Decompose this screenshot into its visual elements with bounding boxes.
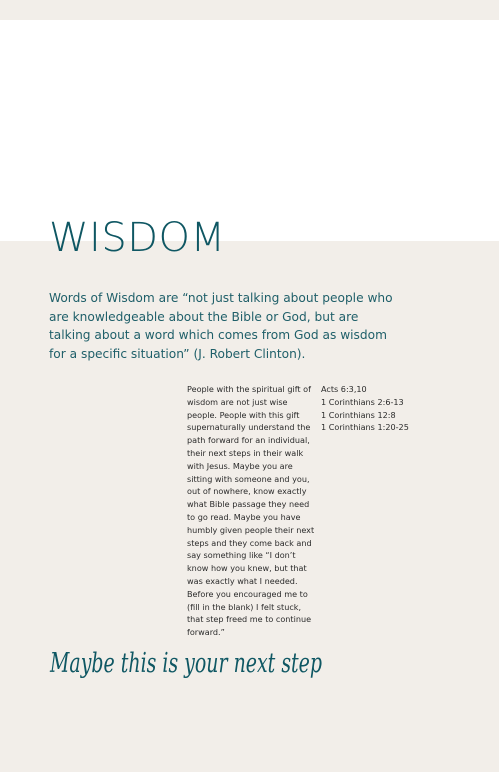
header-panel	[0, 20, 499, 241]
scripture-reference: Acts 6:3,10	[321, 384, 367, 394]
page-title: WISDOM	[49, 215, 226, 261]
body-paragraph: People with the spiritual gift of wisdom are not just wise people. People with this gift supernaturally understand the path forward for an individual, their next steps in their walk with Jesus. Maybe you are sitting with someone and you, out of nowhere, know exactly what Bible passage they need to go read. Maybe you have humbly given people their next steps and they come back and say something like “I don’t know how you knew, but that was exactly what I needed. Before you encouraged me to (fill in the blank) I felt stuck, that step freed me to continue forward.”	[187, 384, 315, 638]
scripture-reference: 1 Corinthians 2:6-13	[321, 396, 404, 407]
scripture-references	[321, 383, 409, 434]
scripture-reference: 1 Corinthians 12:8	[321, 409, 396, 420]
script-caption-text: Maybe this is your next step	[49, 648, 323, 679]
scripture-reference: 1 Corinthians 1:20-25	[321, 422, 409, 433]
intro-paragraph: Words of Wisdom are “not just talking about people who are knowledgeable about the Bible or God, but are talking about a word which comes from God as wisdom for a specific situation” (J. Robert Clinton).	[49, 291, 393, 361]
script-caption	[48, 634, 328, 692]
top-band	[0, 0, 499, 20]
